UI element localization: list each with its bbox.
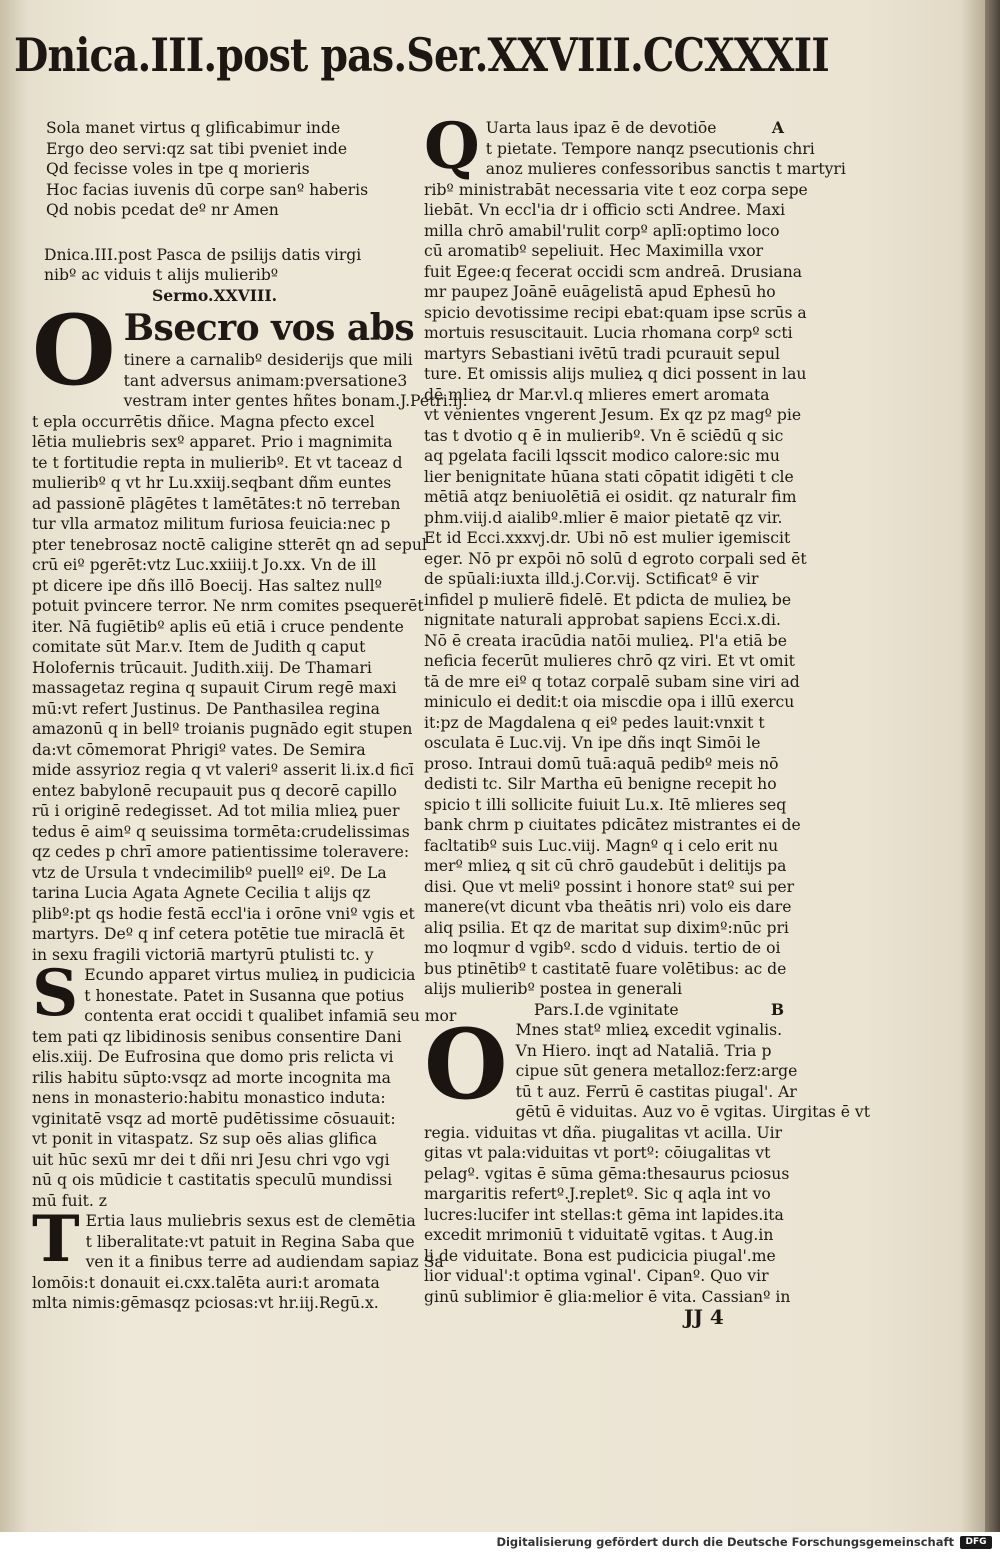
text-line: proso. Intraui domū tuā:aquā pedibº meis nō [424,754,779,773]
signature-mark: JJ 4 [684,1305,724,1329]
text-line: infidel p mulierē fidelē. Et pdicta de mulieꝝ be [424,590,792,609]
text-line: bus ptinētibº t castitatē fuare volētibus: ac de [424,959,787,978]
title-line: Dnica.III.post Pasca de psilijs datis virgi [44,245,362,264]
drop-initial-o-2: O [424,1008,508,1121]
text-line: vt ponit in vitaspatz. Sz sup oēs alias glifica [32,1130,378,1148]
verse-line: Sola manet virtus q glificabimur inde [46,119,341,137]
text-line: vtz de Ursula t vndecimilibº puellº eiº. De La [32,863,387,882]
text-line: crū eiº pgerēt:vtz Luc.xxiiij.t Jo.xx. Vn de ill [32,556,377,574]
text-line: dedisti tc. Silr Martha eū benigne recepit ho [424,775,777,793]
text-line: pelagº. vgitas ē sūma gēma:thesaurus pciosus [424,1164,790,1183]
text-line: de spūali:iuxta illd.j.Cor.vij. Sctificatº ē vir [424,570,759,588]
running-head: Dnica.III.post pas.Ser.XXVIII.CCXXXII [14,28,829,82]
text-line: Ertia laus muliebris sexus est de clemētia [85,1212,416,1230]
verse-line: Qd nobis pcedat deº nr Amen [46,201,279,219]
text-line: bank chrm p ciuitates pdicātez mistrantes ei de [424,816,801,834]
text-line: cipue sūt genera metalloz:ferz:arge [515,1062,798,1080]
text-line: Vn Hiero. inqt ad Nataliā. Tria p [515,1041,772,1060]
drop-initial-q: Q [424,109,480,184]
text-line: potuit pvincere terror. Ne nrm comites psequerēt [32,597,424,615]
text-line: nens in monasterio:habitu monastico induta: [32,1089,386,1107]
title-line: nibº ac viduis t alijs mulieribº [44,266,279,284]
text-line: aq pgelata facili lqsscit modico calore:sic mu [424,447,780,465]
text-line: vt venientes vngerent Jesum. Ex qz pz magº pie [424,406,802,424]
section-marker-a: A [771,118,784,137]
text-line: uit hūc sexū mr dei t dñi nri Jesu chri vgo vgi [32,1150,390,1169]
text-line: t epla occurrētis dñice. Magna pfecto excel [32,412,375,431]
text-line: Nō ē creata iracūdia natōi mulieꝝ. Pl'a etiā be [424,631,788,650]
text-line: vginitatē vsqz ad mortē pudētissime cōsuauit: [32,1109,396,1128]
text-line: merº mlieꝝ q sit cū chrō gaudebūt i delitijs pa [424,857,787,875]
text-line: Et id Ecci.xxxvj.dr. Ubi nō est mulier igemiscit [424,529,791,547]
text-line: lomōis:t donauit ei.cxx.talēta auri:t aromata [32,1273,380,1292]
text-line: aliq psilia. Et qz de maritat sup diximº:nūc pri [424,918,789,937]
text-line: milla chrō amabil'rulit corpº aplī:optimo loco [424,221,780,240]
text-line: it:pz de Magdalena q eiº pedes lauit:vnxit t [424,713,765,732]
verse-line: Qd fecisse voles in tpe q morieris [46,160,310,178]
text-line: tū t auz. Ferrū ē castitas piugal'. Ar [515,1082,797,1101]
sermon-label: Sermo.XXVIII. [152,285,278,305]
left-column [32,118,468,1314]
spacer [32,221,404,245]
text-line: pter tenebrosaz noctē caligine stterēt qn ad sepul [32,535,427,554]
text-line: Mnes statº mlieꝝ excedit vginalis. [515,1021,783,1039]
text-line: osculata ē Luc.vij. Vn ipe dñs inqt Simōi le [424,734,761,752]
text-line: cū aromatibº sepeliuit. Hec Maximilla vxor [424,242,764,260]
paragraph-text [32,956,457,1211]
paragraph-third [32,1202,444,1314]
text-line: da:vt cōmemorat Phrigiº vates. De Semira [32,740,366,759]
text-line: ven it a finibus terre ad audiendam sapiaz Sa [85,1253,444,1271]
text-line: amazonū q in bellº troianis pugnādo egit stupen [32,720,413,738]
text-line: tedus ē aimº q seuissima tormēta:crudelissimas [32,822,410,841]
text-line: martyrs Sebastiani ivētū tradi pcurauit sepul [424,344,780,363]
paragraph-text [32,1202,444,1314]
text-line: mr paupez Joānē euāgelistā apud Ephesū ho [424,283,776,301]
verse-line: Ergo deo servi:qz sat tibi pveniet inde [46,139,348,158]
text-line: nignitate naturali approbat sapiens Ecci.x.di. [424,611,781,629]
text-line: gētū ē viduitas. Auz vo ē vgitas. Uirgitas ē vt [515,1103,870,1121]
text-line: regia. viduitas vt dña. piugalitas vt acilla. Uir [424,1123,783,1142]
right-column [424,109,870,1329]
text-line: Ecundo apparet virtus mulieꝝ in pudicicia [84,966,416,984]
verse-block [32,118,404,221]
text-line: spicio t illi sollicite fuiuit Lu.x. Itē mlieres seq [424,795,787,814]
text-line: mo loqmur d vgibº. scdo d viduis. tertio de oi [424,939,781,957]
text-line: mulieribº q vt hr Lu.xxiij.seqbant dñm euntes [32,474,392,492]
text-line: lior vidual':t optima vginal'. Cipanº. Quo vir [424,1267,769,1285]
paragraph-text [424,109,846,1000]
text-line: neficia fecerūt mulieres chrō qz viri. Et vt omit [424,652,795,670]
text-line: anoz mulieres confessoribus sanctis t martyri [485,160,846,178]
text-line: t honestate. Patet in Susanna que potius [84,986,405,1005]
text-line: ribº ministrabāt necessaria vite t eoz corpa sepe [424,180,808,199]
text-line: iter. Nā fugiētibº aplis eū etiā i cruce pendente [32,617,404,636]
text-line: qz cedes p chrī amore patientissime toleravere: [32,843,410,861]
paragraph-second [32,956,457,1211]
text-line: lētia muliebris sexº apparet. Prio i magnimita [32,433,393,451]
text-line: mū fuit. z [32,1191,107,1210]
text-line: mētiā atqz beniuolētiā ei osidit. qz naturalr fim [424,488,797,506]
paragraph-text [32,350,468,965]
text-line: mortuis resuscitauit. Lucia rhomana corpº scti [424,324,793,342]
text-line: facltatibº suis Luc.viij. Magnº q i celo erit nu [424,836,779,855]
text-line: liebāt. Vn eccl'ia dr i officio scti Andree. Maxi [424,201,786,219]
text-line: rū i originē redegisset. Ad tot milia mlieꝝ puer [32,802,400,820]
text-line: tant adversus animam:pversatione3 [123,371,408,390]
text-line: phm.viij.d aialibº.mlier ē maior pietatē qz vir. [424,508,783,527]
book-edge [985,0,1000,1532]
sermon-title [32,245,404,286]
text-line: gitas vt pala:viduitas vt portº: cōiugalitas vt [424,1144,771,1162]
text-line: manere(vt dicunt vba theātis nri) volo eis dare [424,898,792,916]
text-line: mlta nimis:gēmasqz pciosas:vt hr.iij.Regū.x. [32,1294,379,1312]
text-line: entez babylonē recupauit pus q decorē capillo [32,781,397,800]
text-line: te t fortitudie repta in mulieribº. Et vt taceaz d [32,453,403,472]
text-line: tā de mre eiº q totaz corpalē subam sine viri ad [424,672,800,691]
text-line: elis.xiij. De Eufrosina que domo pris relicta vi [32,1048,394,1066]
footer-bar [0,1532,1000,1553]
text-line: tur vlla armatoz militum furiosa feuicia:nec p [32,515,391,533]
section-marker-b: B [770,999,784,1019]
drop-initial-s: S [32,956,79,1031]
text-line: tem pati qz libidinosis senibus consentire Dani [32,1027,402,1046]
text-line: nū q ois mūdicie t castitatis speculū mundissi [32,1171,393,1189]
text-line: disi. Que vt meliº possint i honore statº sui per [424,877,795,896]
text-line: alijs mulieribº postea in generali [424,980,683,998]
footer-credit: Digitalisierung gefördert durch die Deutsche Forschungsgemeinschaft [496,1535,954,1549]
text-line: in sexu fragili victoriā martyrū ptulisti tc. y [32,945,374,964]
text-line: t pietate. Tempore nanqz psecutionis chri [485,139,815,158]
text-line: t liberalitate:vt patuit in Regina Saba que [85,1232,415,1251]
text-line: tarina Lucia Agata Agnete Cecilia t alijs qz [32,884,371,902]
text-line: spicio devotissime recipi ebat:quam ipse scrūs a [424,303,807,322]
text-line: ad passionē plāgētes t lamētātes:t nō terreban [32,494,401,513]
text-line: vestram inter gentes hñtes bonam.J.Petri.ij. [123,392,468,410]
text-line: martyrs. Deº q inf cetera potētie tue miraclā ēt [32,925,405,943]
text-line: excedit mrimoniū t viduitatē vgitas. t Aug.in [424,1226,774,1244]
text-line: Holofernis trūcauit. Judith.xiij. De Thamari [32,658,372,677]
text-line: mide assyrioz regia q vt valeriº asserit li.ix.d ficī [32,761,414,779]
text-line: lucres:lucifer int stellas:t gēma int lapides.ita [424,1205,784,1224]
opening-words: Bsecro vos abs [123,307,415,349]
text-line: lier benignitate hūana stati cōpatit idigēti t cle [424,467,794,486]
text-line: pt dicere ipe dñs illō Boecij. Has saltez nullº [32,576,382,595]
text-line: tas t dvotio q ē in mulieribº. Vn ē sciēdū q sic [424,426,784,445]
drop-initial-t: T [32,1202,80,1277]
text-line: mū:vt refert Justinus. De Panthasilea regina [32,699,380,718]
drop-initial-o: O [32,294,116,407]
paragraph-fourth [424,109,846,1000]
text-line: massagetaz regina q supauit Cirum regē maxi [32,679,397,697]
text-line: contenta erat occidi t qualibet infamiā seu mor [84,1007,457,1025]
text-line: fuit Egee:q fecerat occidi scm andreā. Drusiana [424,262,803,281]
text-line: miniculo ei dedit:t oia miscdie opa i illū exercu [424,693,795,711]
text-line: plibº:pt qs hodie festā eccl'ia i orōne vniº vgis et [32,904,415,923]
text-line: rilis habitu sūpto:vsqz ad morte incognita ma [32,1068,391,1087]
verse-line: Hoc facias iuvenis dū corpe sanº haberis [46,180,369,199]
text-line: tinere a carnalibº desiderijs que mili [123,351,413,369]
text-line: dē mlieꝝ dr Mar.vl.q mlieres emert aromata [424,385,770,404]
text-line: Uarta laus ipaz ē de devotiōe [485,119,717,137]
text-line: margaritis refertº.J.repletº. Sic q aqla int vo [424,1185,771,1203]
text-line: eger. Nō pr expōi nō solū d egroto corpali sed ēt [424,549,807,568]
text-line: ture. Et omissis alijs mulieꝝ q dici possent in lau [424,365,807,383]
text-line: comitate sūt Mar.v. Item de Judith q caput [32,638,366,656]
text-line: ginū sublimior ē glia:melior ē vita. Cassianº in [424,1287,791,1306]
text-line: li.de viduitate. Bona est pudicicia piugal'.me [424,1246,776,1265]
dfg-logo: DFG [960,1536,992,1549]
part-label: Pars.I.de vginitate [534,1000,679,1019]
